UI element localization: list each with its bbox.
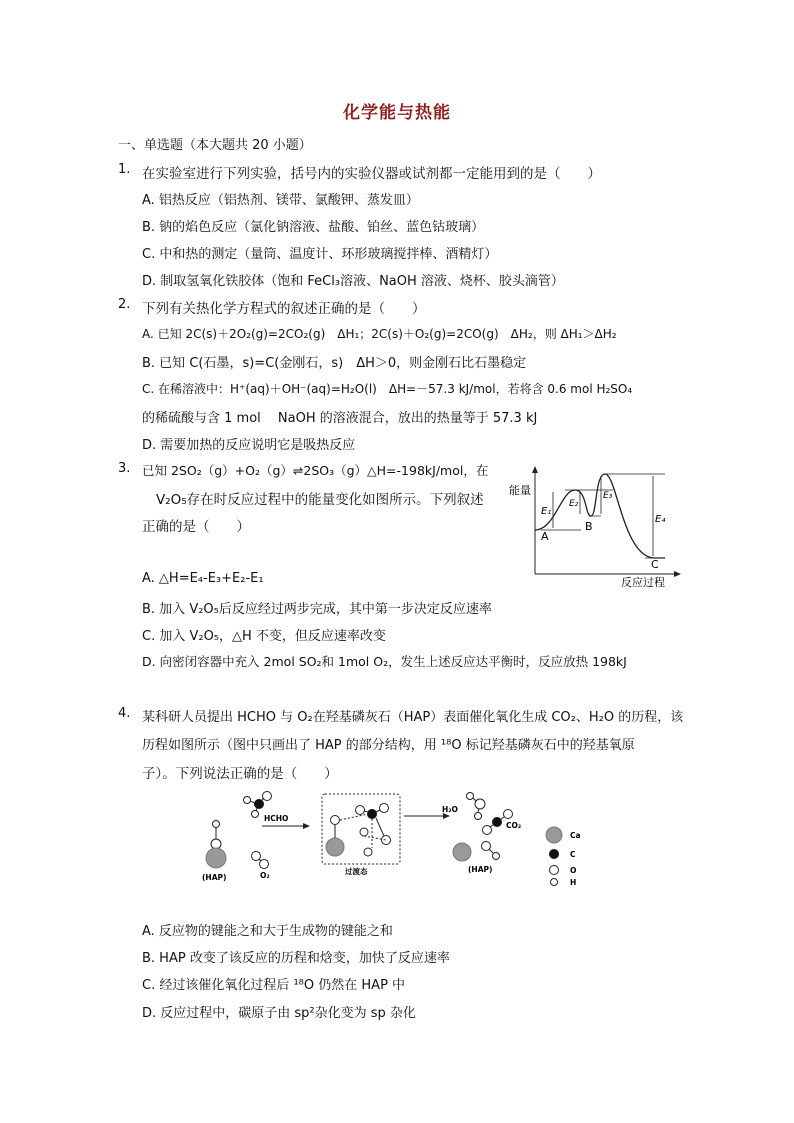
e2-label: E₂ xyxy=(569,499,579,509)
point-a-label: A xyxy=(541,530,549,543)
e1-label: E₁ xyxy=(541,506,552,517)
legend-c-label: C xyxy=(570,850,576,859)
q2-number: 2. xyxy=(118,297,131,312)
q4-stem-line2: 历程如图所示（图中只画出了 HAP 的部分结构，用 ¹⁸O 标记羟基磷灰石中的羟基氧原 xyxy=(142,738,635,753)
legend-o-icon xyxy=(550,866,559,875)
q3-stem-line3: 正确的是（ ） xyxy=(142,519,250,535)
co2-label: CO₂ xyxy=(506,821,522,830)
x-axis-label: 反应过程 xyxy=(621,576,665,589)
q2-option-d: D. 需要加热的反应说明它是吸热反应 xyxy=(142,438,356,453)
energy-diagram xyxy=(505,464,685,592)
h2o-label: H₂O xyxy=(442,805,458,814)
y-axis-label: 能量 xyxy=(509,484,531,497)
q4-option-a: A. 反应物的键能之和大于生成物的键能之和 xyxy=(142,924,393,939)
q2-option-a: A. 已知 2C(s)＋2O₂(g)=2CO₂(g) ΔH₁；2C(s)＋O₂(g)=2CO(g) ΔH₂，则 ΔH₁＞ΔH₂ xyxy=(142,327,617,341)
q1-stem: 在实验室进行下列实验，括号内的实验仪器或试剂都一定能用到的是（ ） xyxy=(142,166,601,182)
q2-stem: 下列有关热化学方程式的叙述正确的是（ ） xyxy=(142,301,426,317)
q1-option-a: A. 铝热反应（铝热剂、镁带、氯酸钾、蒸发皿） xyxy=(142,193,419,208)
q1-number: 1. xyxy=(118,162,131,177)
hap-label-right: (HAP) xyxy=(468,865,493,874)
q3-option-d: D. 向密闭容器中充入 2mol SO₂和 1mol O₂，发生上述反应达平衡时，反应放热 198kJ xyxy=(142,654,627,669)
section-heading: 一、单选题（本大题共 20 小题） xyxy=(118,138,312,153)
point-b-label: B xyxy=(585,520,593,533)
q3-stem-line2: V₂O₅存在时反应过程中的能量变化如图所示。下列叙述 xyxy=(156,492,484,508)
q4-number: 4. xyxy=(118,706,131,721)
legend-c-icon xyxy=(549,849,559,859)
q4-option-d: D. 反应过程中，碳原子由 sp²杂化变为 sp 杂化 xyxy=(142,1006,416,1021)
q4-option-c: C. 经过该催化氧化过程后 ¹⁸O 仍然在 HAP 中 xyxy=(142,978,406,993)
legend-h-label: H xyxy=(570,878,577,887)
q3-option-b: B. 加入 V₂O₅后反应经过两步完成，其中第一步决定反应速率 xyxy=(142,602,492,617)
q2-option-c-line2: 的稀硫酸与含 1 mol NaOH 的溶液混合，放出的热量等于 57.3 kJ xyxy=(142,411,538,426)
legend-ca-icon xyxy=(546,827,562,843)
hap-label-left: (HAP) xyxy=(202,873,227,882)
o2-label: O₂ xyxy=(260,871,270,880)
q2-option-c-line1: C. 在稀溶液中：H⁺(aq)＋OH⁻(aq)=H₂O(l) ΔH=－57.3 kJ/mol，若将含 0.6 mol H₂SO₄ xyxy=(142,382,633,396)
q1-option-d: D. 制取氢氧化铁胶体（饱和 FeCl₃溶液、NaOH 溶液、烧杯、胶头滴管） xyxy=(142,274,564,289)
reaction-mechanism-diagram xyxy=(200,788,600,898)
e3-label: E₃ xyxy=(603,491,613,501)
legend-ca-label: Ca xyxy=(570,831,581,840)
e4-label: E₄ xyxy=(655,514,666,525)
q2-option-b: B. 已知 C(石墨，s)=C(金刚石，s) ΔH＞0，则金刚石比石墨稳定 xyxy=(142,356,527,371)
q4-stem-line1: 某科研人员提出 HCHO 与 O₂在羟基磷灰石（HAP）表面催化氧化生成 CO₂、H₂O 的历程，该 xyxy=(142,710,684,725)
q1-option-c: C. 中和热的测定（量筒、温度计、环形玻璃搅拌棒、酒精灯） xyxy=(142,247,498,262)
q3-number: 3. xyxy=(118,461,131,476)
hcho-label: HCHO xyxy=(264,814,289,823)
legend-o-label: O xyxy=(570,866,577,875)
q1-option-b: B. 钠的焰色反应（氯化钠溶液、盐酸、铂丝、蓝色钴玻璃） xyxy=(142,220,485,235)
q4-stem-line3: 子）。下列说法正确的是（ ） xyxy=(142,766,338,782)
q4-option-b: B. HAP 改变了该反应的历程和焓变，加快了反应速率 xyxy=(142,951,450,966)
page-title: 化学能与热能 xyxy=(343,103,451,123)
transition-state-label: 过渡态 xyxy=(345,867,368,876)
q3-stem-line1: 已知 2SO₂（g）+O₂（g）⇌2SO₃（g）△H=-198kJ/mol，在 xyxy=(142,463,489,478)
legend-h-icon xyxy=(551,879,558,886)
q3-option-a: A. △H=E₄-E₃+E₂-E₁ xyxy=(142,571,264,586)
q3-option-c: C. 加入 V₂O₅，△H 不变，但反应速率改变 xyxy=(142,629,386,644)
point-c-label: C xyxy=(651,558,659,571)
